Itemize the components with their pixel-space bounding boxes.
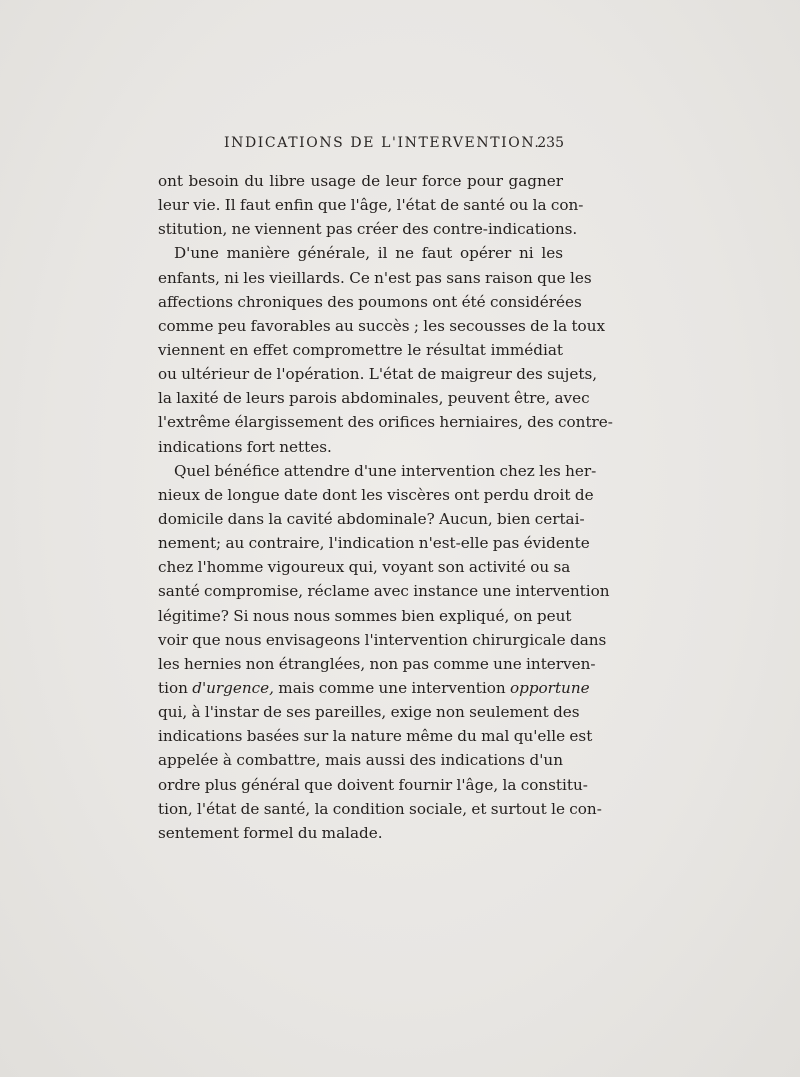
text-line-mixed — [158, 676, 590, 700]
text-line: ou ultérieur de l'opération. L'état de maigreur des sujets, — [158, 365, 598, 384]
text-run: tion — [158, 678, 193, 697]
text-line: les hernies non étranglées, non pas comme une interven- — [158, 654, 596, 673]
text-line: affections chroniques des poumons ont été considérées — [158, 292, 582, 311]
text-line: viennent en effet compromettre le résultat immédiat — [158, 340, 563, 359]
text-line: nement; au contraire, l'indication n'est-elle pas évidente — [158, 534, 590, 553]
text-line: Quel bénéfice attendre d'une intervention chez les her- — [174, 461, 597, 480]
text-line: voir que nous envisageons l'intervention chirurgicale dans — [158, 630, 607, 649]
text-line: sentement formel du malade. — [158, 823, 383, 842]
text-line: la laxité de leurs parois abdominales, peuvent être, avec — [158, 389, 590, 408]
text-line: enfants, ni les vieillards. Ce n'est pas sans raison que les — [158, 268, 592, 287]
italic-run: opportune — [509, 678, 590, 697]
running-header — [158, 135, 564, 157]
text-line: stitution, ne viennent pas créer des contre-indications. — [158, 220, 578, 239]
page-number: 235 — [537, 135, 564, 151]
text-line: comme peu favorables au succès ; les secousses de la toux — [158, 316, 606, 335]
text-line: D'une manière générale, il ne faut opérer ni les — [174, 244, 563, 263]
text-line: tion, l'état de santé, la condition sociale, et surtout le con- — [158, 799, 602, 818]
text-line: domicile dans la cavité abdominale? Aucun, bien certai- — [158, 509, 585, 528]
text-line: qui, à l'instar de ses pareilles, exige non seulement des — [158, 703, 580, 722]
text-line: l'extrême élargissement des orifices herniaires, des contre- — [158, 413, 613, 432]
text-line: appelée à combattre, mais aussi des indications d'un — [158, 751, 563, 770]
text-line: légitime? Si nous nous sommes bien expliqué, on peut — [158, 606, 572, 625]
text-line: ordre plus général que doivent fournir l'âge, la constitu- — [158, 775, 588, 794]
body-text — [158, 169, 613, 845]
text-line: indications fort nettes. — [158, 437, 332, 456]
text-line: indications basées sur la nature même du mal qu'elle est — [158, 727, 593, 746]
text-line: ont besoin du libre usage de leur force pour gagner — [158, 172, 563, 190]
text-line: santé compromise, réclame avec instance une intervention — [158, 582, 610, 601]
text-line: leur vie. Il faut enfin que l'âge, l'état de santé ou la con- — [158, 196, 584, 215]
text-line: nieux de longue date dont les viscères ont perdu droit de — [158, 485, 594, 504]
italic-run: d'urgence, — [192, 678, 274, 697]
text-line: chez l'homme vigoureux qui, voyant son activité ou sa — [158, 558, 571, 577]
running-title: INDICATIONS DE L'INTERVENTION. — [224, 135, 541, 151]
text-run: mais comme une intervention — [273, 678, 510, 697]
